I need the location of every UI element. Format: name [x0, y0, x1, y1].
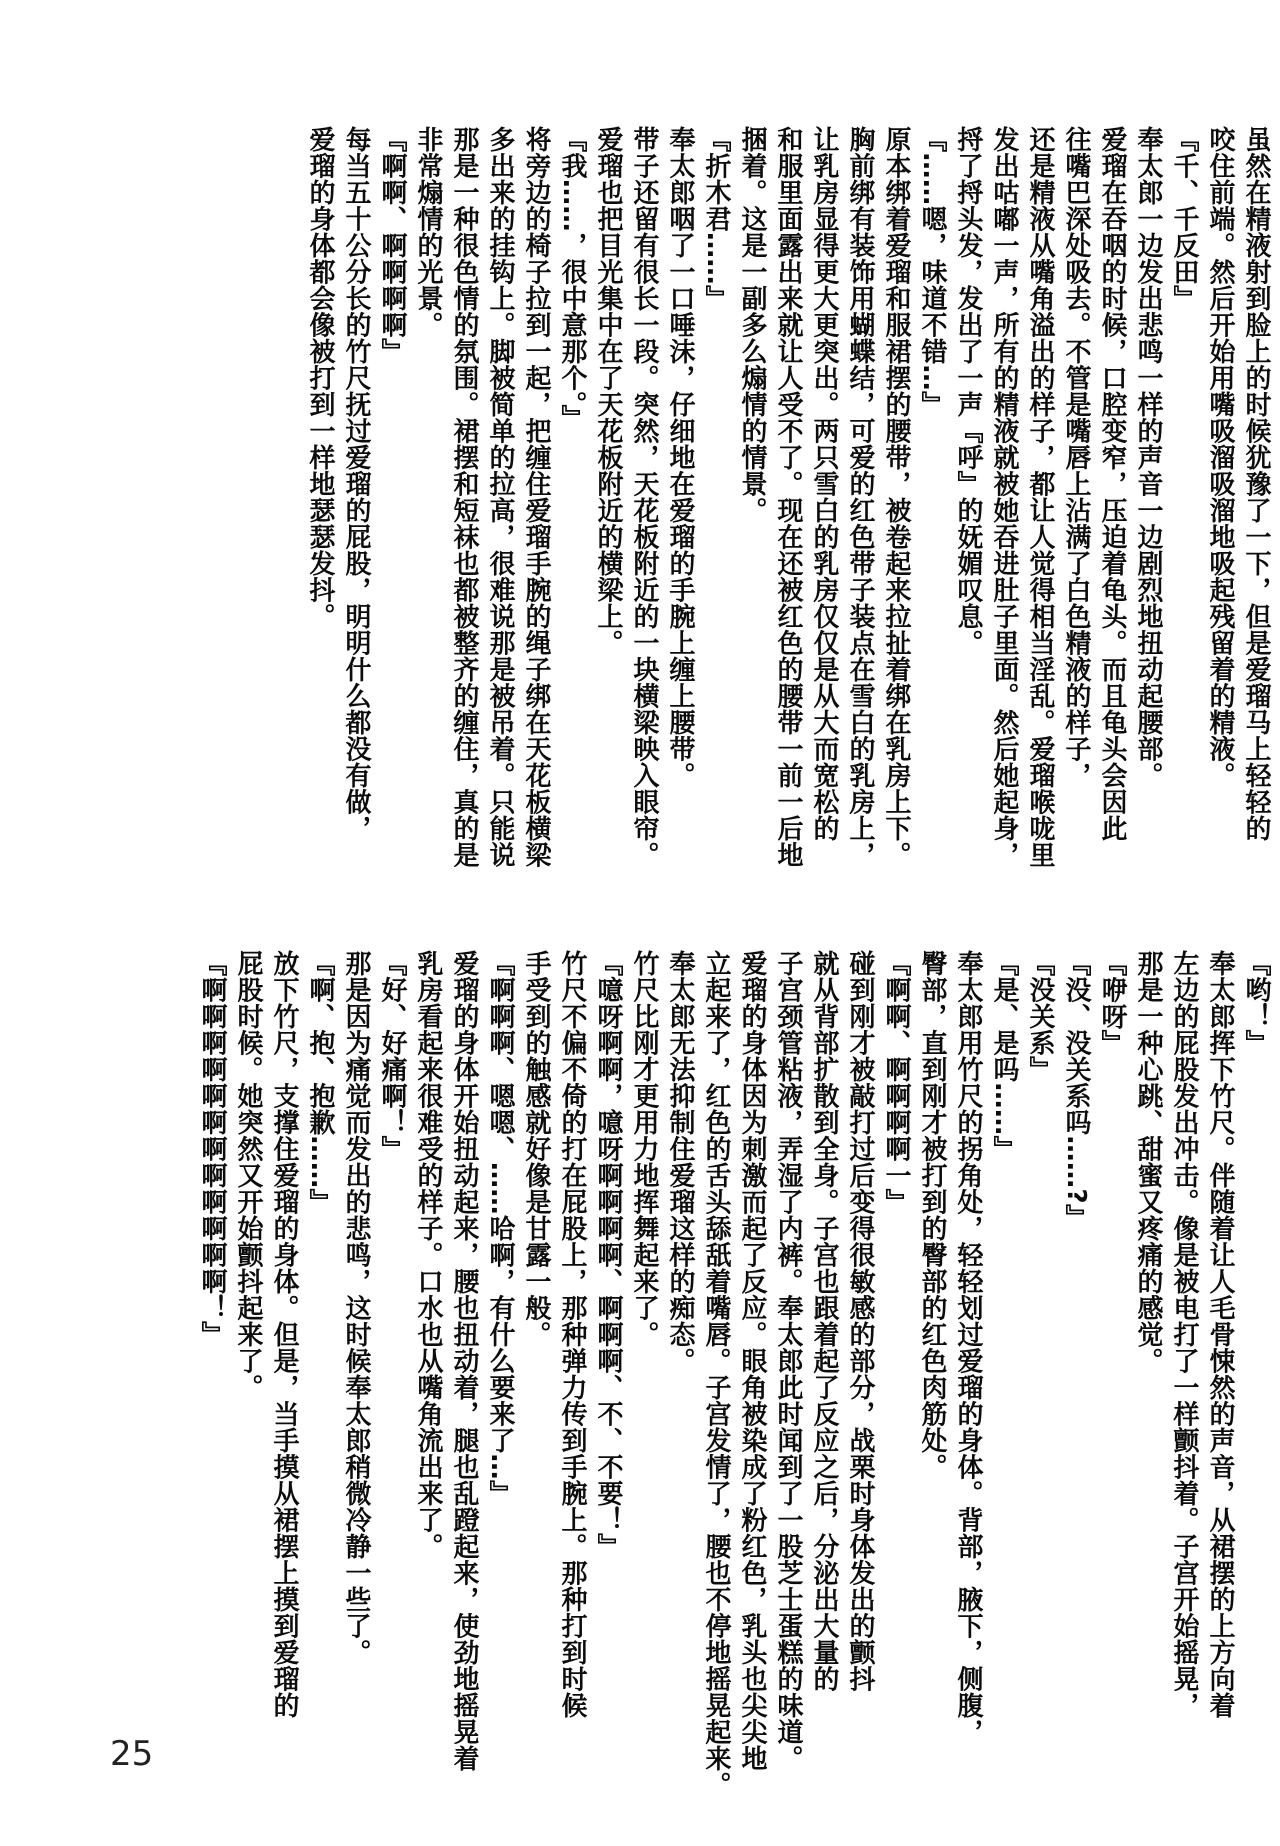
text-line: 奉太郎无法抑制住爱瑠这样的痴态。	[665, 950, 695, 1374]
text-line: 虽然在精液射到脸上的时候犹豫了一下，但是爱瑠马上轻轻的	[1241, 126, 1271, 842]
text-line: 屁股时候。她突然又开始颤抖起来了。	[233, 950, 263, 1401]
text-line: 奉太郎挥下竹尺。伴随着让人毛骨悚然的声音，从裙摆的上方向着	[1205, 950, 1235, 1719]
text-line: 『千、千反田』	[1169, 126, 1199, 312]
text-line: 捋了捋头发，发出了一声『呼』的妩媚叹息。	[953, 126, 983, 656]
text-line: 捆着。这是一副多么煽情的情景。	[737, 126, 767, 524]
text-line: 『咿呀』	[1097, 950, 1127, 1056]
text-line: 臀部，直到刚才被打到的臀部的红色肉筋处。	[917, 950, 947, 1480]
text-line: 爱瑠的身体都会像被打到一样地瑟瑟发抖。	[305, 126, 335, 630]
text-line: 手受到的触感就好像是甘露一般。	[521, 950, 551, 1348]
text-line: 还是精液从嘴角溢出的样子，都让人觉得相当淫乱。爱瑠喉咙里	[1025, 126, 1055, 868]
text-line: 发出咕嘟一声，所有的精液就被她吞进肚子里面。然后她起身，	[989, 126, 1019, 868]
text-line: 让乳房显得更大更突出。两只雪白的乳房仅仅是从大而宽松的	[809, 126, 839, 842]
text-line: 奉太郎一边发出悲鸣一样的声音一边剧烈地扭动起腰部。	[1133, 126, 1163, 789]
text-line: 爱瑠的身体因为刺激而起了反应。眼角被染成了粉红色，乳头也尖尖地	[737, 950, 767, 1772]
text-line: 『没关系』	[1025, 950, 1055, 1083]
text-line: 原本绑着爱瑠和服裙摆的腰带，被卷起来拉扯着绑在乳房上下。	[881, 126, 911, 868]
text-line: 『哟！』	[1241, 950, 1271, 1056]
text-line: 『啊啊、啊啊啊啊』	[377, 126, 407, 365]
text-line: 那是一种很色情的氛围。裙摆和短袜也都被整齐的缠住，真的是	[449, 126, 479, 868]
text-line: 『噫呀啊啊，噫呀啊啊啊啊、啊啊啊、不、不要！』	[593, 950, 623, 1560]
bottom-text-block	[194, 950, 1274, 1812]
text-line: 将旁边的椅子拉到一起，把缠住爱瑠手腕的绳子绑在天花板横梁	[521, 126, 551, 868]
text-line: 那是一种心跳、甜蜜又疼痛的感觉。	[1133, 950, 1163, 1374]
text-line: 『啊啊啊啊啊啊啊啊啊啊啊啊！』	[197, 950, 227, 1348]
text-line: 『是、是吗……』	[989, 950, 1019, 1162]
text-line: 竹尺比刚才更用力地挥舞起来了。	[629, 950, 659, 1348]
text-line: 奉太郎咽了一口唾沫，仔细地在爱瑠的手腕上缠上腰带。	[665, 126, 695, 789]
text-line: 『我……，很中意那个。』	[557, 126, 587, 431]
text-line: 『没、没关系吗……?』	[1061, 950, 1091, 1231]
text-line: 『折木君……』	[701, 126, 731, 312]
text-line: 乳房看起来很难受的样子。口水也从嘴角流出来了。	[413, 950, 443, 1560]
page-number: 25	[110, 1734, 154, 1774]
text-line: 『……嗯，味道不错…』	[917, 126, 947, 418]
text-line: 『啊、抱、抱歉……』	[305, 950, 335, 1215]
text-line: 爱瑠在吞咽的时候，口腔变窄，压迫着龟头。而且龟头会因此	[1097, 126, 1127, 842]
text-line: 碰到刚才被敲打过后变得很敏感的部分，战栗时身体发出的颤抖	[845, 950, 875, 1692]
text-line: 那是因为痛觉而发出的悲鸣，这时候奉太郎稍微冷静一些了。	[341, 950, 371, 1666]
text-line: 『啊啊啊、嗯嗯、……哈啊，有什么要来了…』	[485, 950, 515, 1507]
text-line: 就从背部扩散到全身。子宫也跟着起了反应之后，分泌出大量的	[809, 950, 839, 1692]
text-line: 爱瑠的身体开始扭动起来，腰也扭动着，腿也乱蹬起来，使劲地摇晃着	[449, 950, 479, 1772]
text-line: 立起来了，红色的舌头舔舐着嘴唇。子宫发情了，腰也不停地摇晃起来。	[701, 950, 731, 1798]
text-line: 咬住前端。然后开始用嘴吸溜吸溜地吸起残留着的精液。	[1205, 126, 1235, 789]
text-line: 奉太郎用竹尺的拐角处，轻轻划过爱瑠的身体。背部，腋下，侧腹，	[953, 950, 983, 1745]
top-text-block	[302, 126, 1274, 866]
text-line: 和服里面露出来就让人受不了。现在还被红色的腰带一前一后地	[773, 126, 803, 868]
text-line: 胸前绑有装饰用蝴蝶结，可爱的红色带子装点在雪白的乳房上，	[845, 126, 875, 868]
text-line: 子宫颈管粘液，弄湿了内裤。奉太郎此时闻到了一股芝士蛋糕的味道。	[773, 950, 803, 1772]
text-line: 每当五十公分长的竹尺抚过爱瑠的屁股，明明什么都没有做，	[341, 126, 371, 842]
text-line: 『好、好痛啊！』	[377, 950, 407, 1162]
text-line: 爱瑠也把目光集中在了天花板附近的横梁上。	[593, 126, 623, 656]
text-line: 带子还留有很长一段。突然，天花板附近的一块横梁映入眼帘。	[629, 126, 659, 868]
text-line: 多出来的挂钩上。脚被简单的拉高，很难说那是被吊着。只能说	[485, 126, 515, 868]
text-line: 『啊啊、啊啊啊啊一』	[881, 950, 911, 1215]
text-line: 放下竹尺，支撑住爱瑠的身体。但是，当手摸从裙摆上摸到爱瑠的	[269, 950, 299, 1719]
text-line: 左边的屁股发出冲击。像是被电打了一样颤抖着。子宫开始摇晃，	[1169, 950, 1199, 1719]
text-line: 往嘴巴深处吸去。不管是嘴唇上沾满了白色精液的样子，	[1061, 126, 1091, 789]
text-line: 非常煽情的光景。	[413, 126, 443, 338]
text-line: 竹尺不偏不倚的打在屁股上，那种弹力传到手腕上。那种打到时候	[557, 950, 587, 1719]
